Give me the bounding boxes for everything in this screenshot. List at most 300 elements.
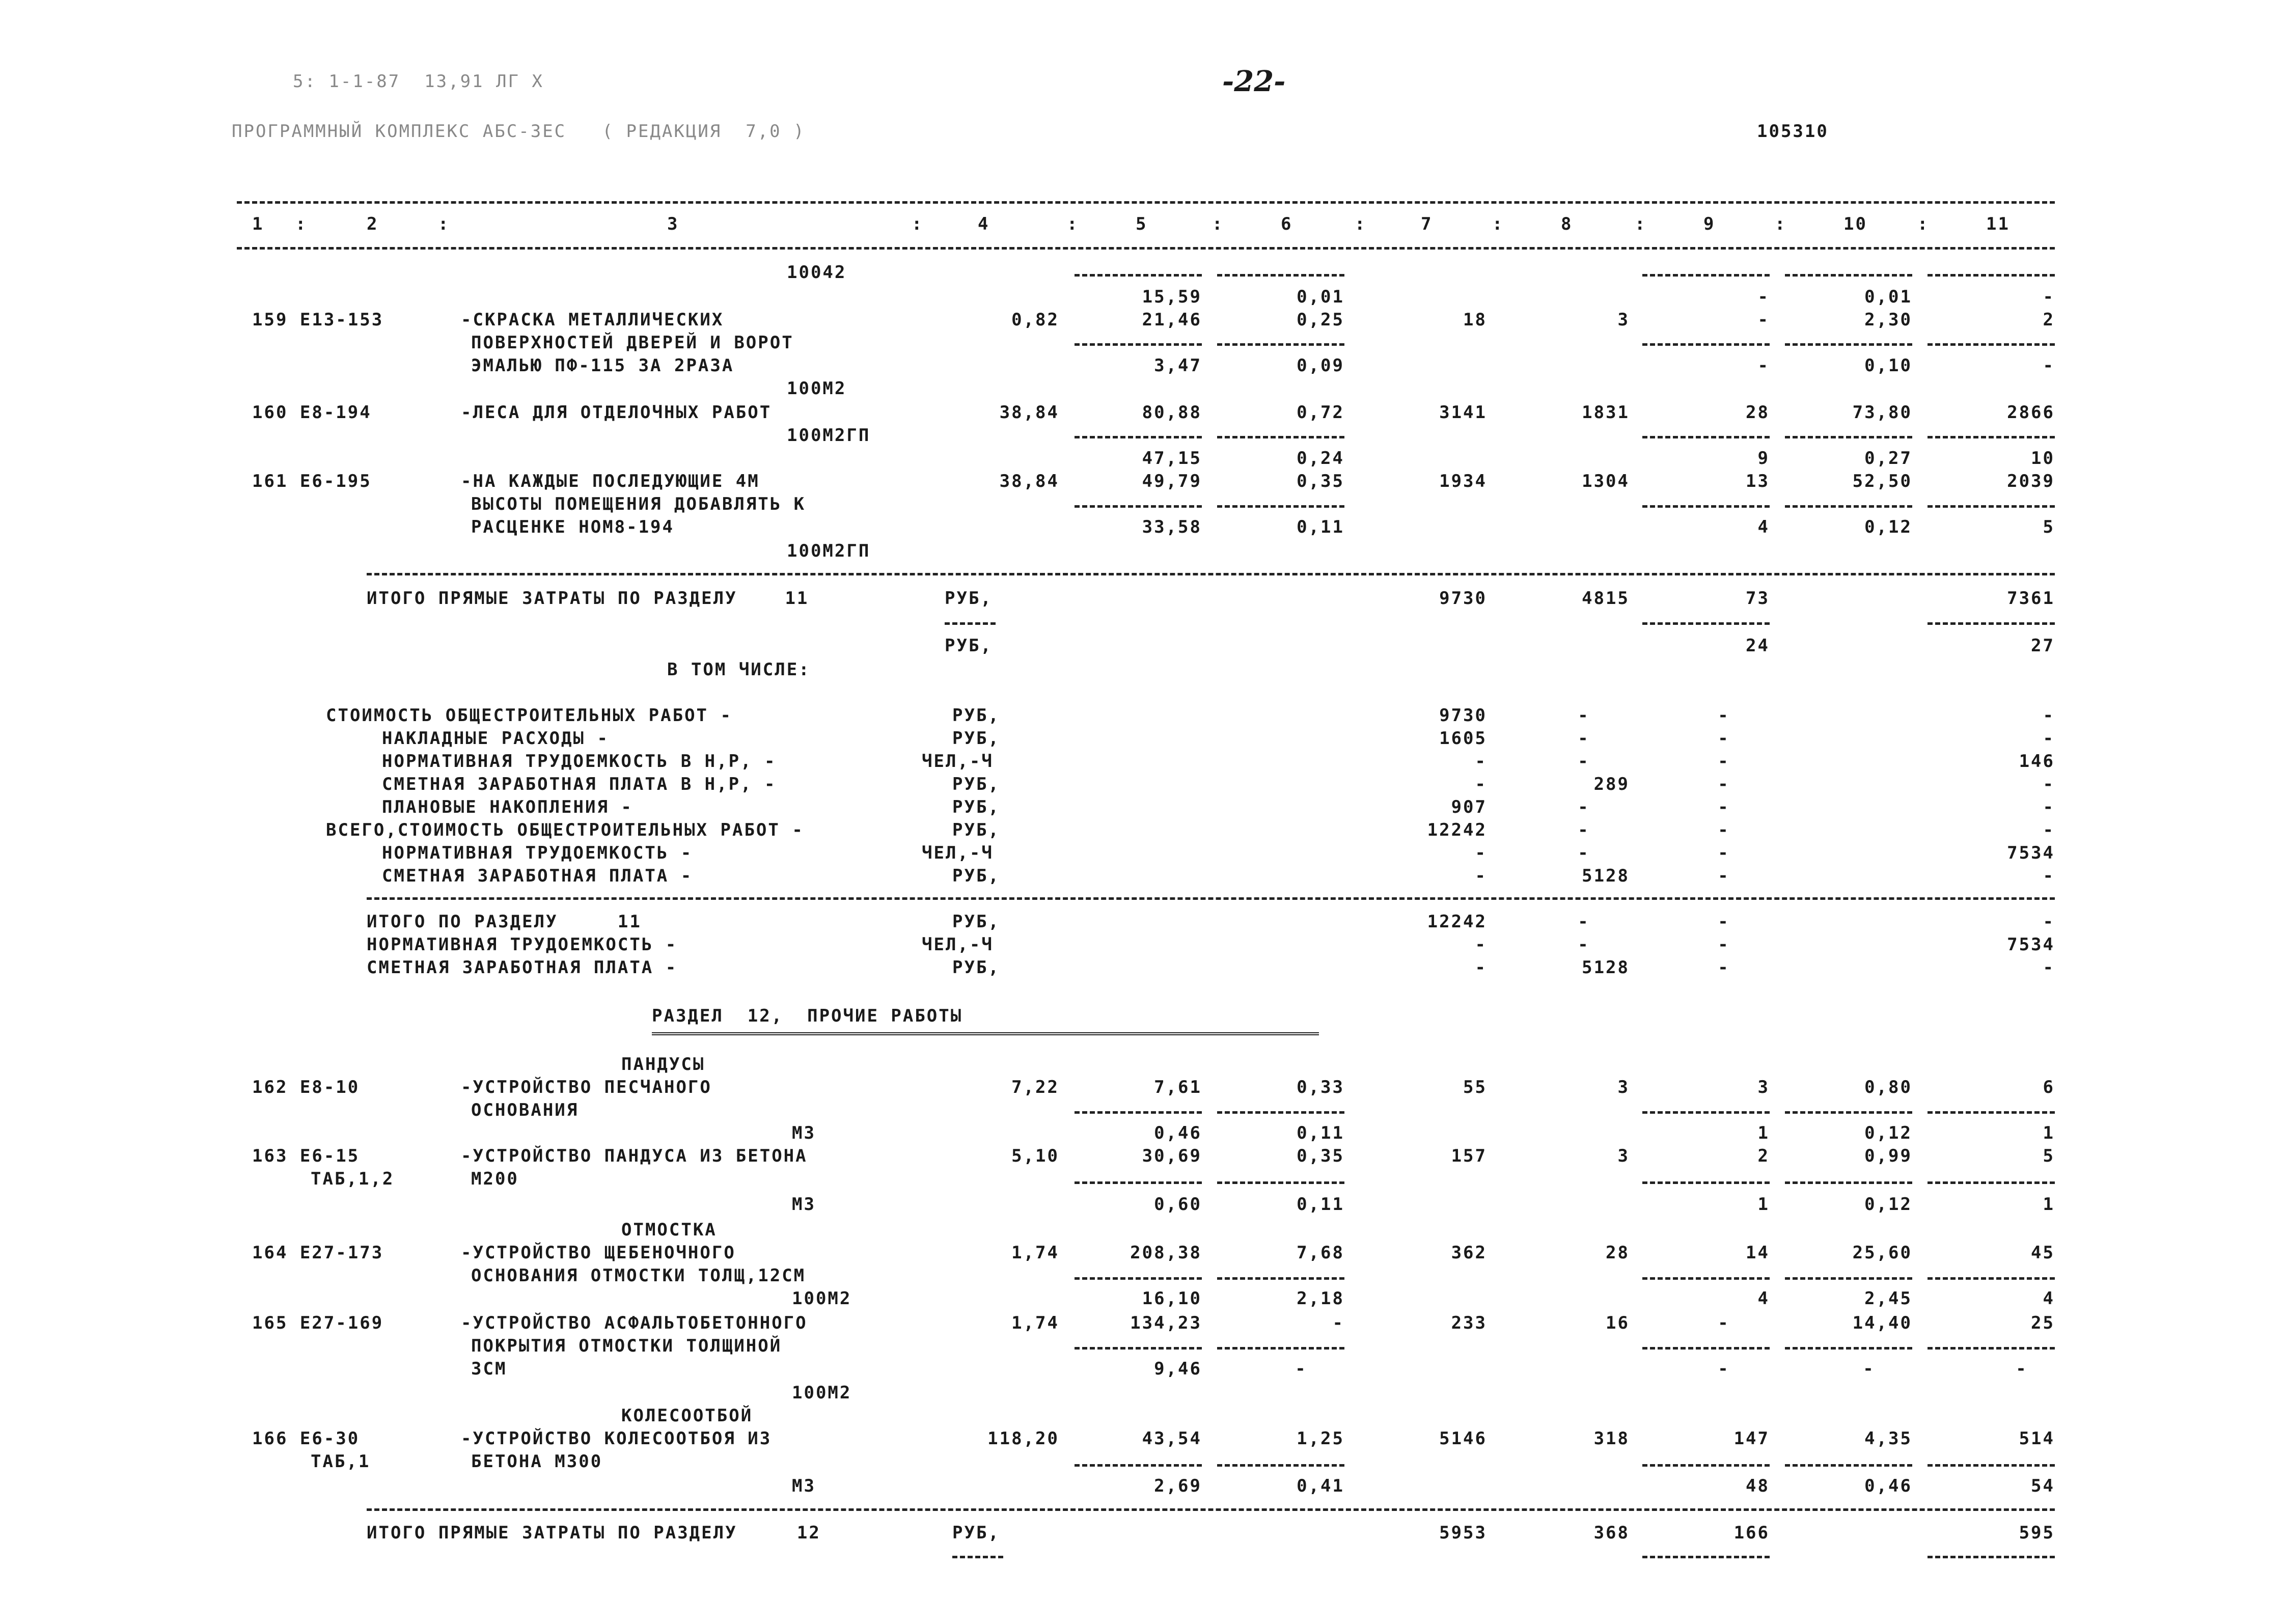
row-description: -УСТРОЙСТВО КОЛЕСООТБОЯ ИЗ: [461, 1428, 772, 1449]
row-number: 161 Е6-195: [252, 471, 372, 491]
cell-c6a: 0,24: [1297, 448, 1344, 469]
cell-c5c: 2,69: [1154, 1476, 1202, 1496]
subsection-title: ОТМОСТКА: [621, 1220, 717, 1240]
col-header-1: 1: [252, 214, 264, 234]
sub-rule: [1075, 505, 1202, 508]
cell-c5c: 3,47: [1154, 355, 1202, 376]
unit-label: РУБ,: [952, 705, 1000, 726]
cell-c5b: 208,38: [1130, 1243, 1202, 1263]
including-label: В ТОМ ЧИСЛЕ:: [667, 659, 811, 680]
row-description: М200: [471, 1169, 519, 1189]
sub-rule: [1642, 436, 1770, 438]
sub-rule: [1928, 1464, 2055, 1467]
cell-c6b: 0,72: [1297, 402, 1344, 423]
cell-c11: 595: [2019, 1523, 2055, 1543]
cell-c10b: 0,80: [1864, 1077, 1912, 1097]
cell-c11c: 54: [2031, 1476, 2055, 1496]
subsection-title: КОЛЕСООТБОЙ: [621, 1406, 753, 1426]
col-header-9: 9: [1703, 214, 1716, 234]
cell-c8: -: [1578, 820, 1590, 840]
cell-c8: 3: [1617, 1146, 1630, 1166]
sub-rule: [1075, 274, 1202, 277]
cell-c10b: 2,30: [1864, 310, 1912, 330]
cell-c11: 7361: [2007, 588, 2055, 609]
total-label: НОРМАТИВНАЯ ТРУДОЕМКОСТЬ -: [367, 934, 678, 955]
cell-c7: 907: [1451, 797, 1487, 817]
cell-c10b: 14,40: [1852, 1313, 1912, 1333]
cell-c7: 12242: [1427, 820, 1487, 840]
sub-rule: [1642, 1347, 1770, 1350]
cell-c5b: 30,69: [1142, 1146, 1202, 1166]
cell-c8: 3: [1617, 310, 1630, 330]
cell-c5b: 43,54: [1142, 1428, 1202, 1449]
cell-c4: 1,74: [1011, 1313, 1059, 1333]
cell-c7: 157: [1451, 1146, 1487, 1166]
breakdown-label: СТОИМОСТЬ ОБЩЕСТРОИТЕЛЬНЫХ РАБОТ -: [326, 705, 732, 726]
section-total-title: ИТОГО ПРЯМЫЕ ЗАТРАТЫ ПО РАЗДЕЛУ 11: [367, 588, 809, 609]
cell-c11a: 10: [2031, 448, 2055, 469]
unit-label: М3: [792, 1194, 816, 1215]
cell-c6b: 0,35: [1297, 471, 1344, 491]
cell-c11b: 2: [2043, 310, 2055, 330]
cell-c6b: -: [1332, 1313, 1344, 1333]
col-sep: :: [1917, 214, 1930, 234]
col-header-7: 7: [1421, 214, 1433, 234]
cell-c10c: 2,45: [1864, 1288, 1912, 1309]
cell-c5c: 0,46: [1154, 1123, 1202, 1143]
cell-c7: -: [1475, 774, 1487, 794]
cell-c11: -: [2043, 797, 2055, 817]
section-total-title: ИТОГО ПРЯМЫЕ ЗАТРАТЫ ПО РАЗДЕЛУ 12: [367, 1523, 821, 1543]
sub-rule: [1217, 436, 1344, 438]
cell-c7: 3141: [1439, 402, 1487, 423]
col-sep: :: [1212, 214, 1224, 234]
cell-c6b: 0,25: [1297, 310, 1344, 330]
cell-c4: 7,22: [1011, 1077, 1059, 1097]
row-description: -УСТРОЙСТВО ЩЕБЕНОЧНОГО: [461, 1243, 736, 1263]
row-number: 159 Е13-153: [252, 310, 384, 330]
header-rule-top: [237, 201, 2055, 204]
unit-label: РУБ,: [952, 866, 1000, 886]
section-12-title: РАЗДЕЛ 12, ПРОЧИЕ РАБОТЫ: [652, 1006, 963, 1026]
cell-c11: 7534: [2007, 934, 2055, 955]
cell-c5a: 47,15: [1142, 448, 1202, 469]
cell-c8: 1831: [1582, 402, 1630, 423]
sub-rule: [1928, 622, 2055, 625]
row-description: -НА КАЖДЫЕ ПОСЛЕДУЮЩИЕ 4М: [461, 471, 760, 491]
sub-rule: [1785, 436, 1912, 438]
cell-c10c: 0,10: [1864, 355, 1912, 376]
sub-rule: [1217, 1111, 1344, 1114]
cell-c7: -: [1475, 843, 1487, 863]
sub-rule: [1075, 1277, 1202, 1280]
cell-c9: -: [1718, 912, 1730, 932]
cell-c8: 318: [1593, 1428, 1630, 1449]
row-description: -ЛЕСА ДЛЯ ОТДЕЛОЧНЫХ РАБОТ: [461, 402, 772, 423]
cell-c9: -: [1718, 705, 1730, 726]
col-header-10: 10: [1843, 214, 1867, 234]
section-rule: [367, 573, 2055, 575]
unit-label: РУБ,: [952, 797, 1000, 817]
sub-rule: [1217, 1181, 1344, 1184]
cell-c9c: 1: [1757, 1123, 1770, 1143]
cell-c4: 5,10: [1011, 1146, 1059, 1166]
cell-c10b: 25,60: [1852, 1243, 1912, 1263]
cell-c9c: 4: [1757, 1288, 1770, 1309]
cell-c7: 9730: [1439, 705, 1487, 726]
sub-rule: [1785, 1464, 1912, 1467]
subsection-title: ПАНДУСЫ: [621, 1054, 705, 1075]
cell-c8: -: [1578, 797, 1590, 817]
section-title-underline: [652, 1032, 1319, 1035]
unit-label: 100М2: [792, 1383, 852, 1403]
unit-label: 100М2ГП: [787, 425, 871, 446]
cell-c8: 1304: [1582, 471, 1630, 491]
cell-c8: 5128: [1582, 866, 1630, 886]
cell-c9b: 3: [1757, 1077, 1770, 1097]
cell-c5c: 33,58: [1142, 517, 1202, 537]
cell-c9: -: [1718, 957, 1730, 978]
cell-c9b: 2: [1757, 1146, 1770, 1166]
cell-c7: 5953: [1439, 1523, 1487, 1543]
unit-label: РУБ,: [952, 957, 1000, 978]
cell-c11b: 514: [2019, 1428, 2055, 1449]
cell-c9: -: [1718, 866, 1730, 886]
cell-c8: -: [1578, 728, 1590, 749]
cell-c11a: -: [2043, 287, 2055, 307]
sub-rule: [1785, 1347, 1912, 1350]
cell-c5c: 16,10: [1142, 1288, 1202, 1309]
row-description: ОСНОВАНИЯ: [471, 1100, 579, 1120]
cell-c7: 9730: [1439, 588, 1487, 609]
cell-c11c: 4: [2043, 1288, 2055, 1309]
sub-rule: [1928, 1277, 2055, 1280]
cell-c10b: 0,99: [1864, 1146, 1912, 1166]
cell-c11b: 45: [2031, 1243, 2055, 1263]
sub-rule: [1785, 343, 1912, 346]
total-label: СМЕТНАЯ ЗАРАБОТНАЯ ПЛАТА -: [367, 957, 678, 978]
unit-label: 100М2: [787, 378, 847, 399]
cell-c7: 1605: [1439, 728, 1487, 749]
breakdown-label: НАКЛАДНЫЕ РАСХОДЫ -: [382, 728, 609, 749]
cell-c4: 38,84: [999, 402, 1059, 423]
cell-c5b: 21,46: [1142, 310, 1202, 330]
row-number-table: ТАБ,1,2: [311, 1169, 395, 1189]
sub-rule: [1075, 1347, 1202, 1350]
cell-c9c: -: [1718, 1359, 1730, 1379]
total-label: ИТОГО ПО РАЗДЕЛУ 11: [367, 912, 642, 932]
cell-c6c: 0,09: [1297, 355, 1344, 376]
cell-c11b: 2866: [2007, 402, 2055, 423]
sub-rule: [1642, 622, 1770, 625]
sub-rule: [1928, 1181, 2055, 1184]
cell-c5b: 49,79: [1142, 471, 1202, 491]
row-description: ПОКРЫТИЯ ОТМОСТКИ ТОЛЩИНОЙ: [471, 1336, 782, 1356]
cell-c6c: -: [1295, 1359, 1307, 1379]
cell-c8: -: [1578, 705, 1590, 726]
sub-rule: [1785, 1111, 1912, 1114]
code-line: 5: 1-1-87 13,91 ЛГ Х: [293, 71, 544, 92]
cell-c6c: 0,11: [1297, 517, 1344, 537]
cell-c9: -: [1718, 751, 1730, 772]
cell-c10a: 0,01: [1864, 287, 1912, 307]
cell-c8: 289: [1593, 774, 1630, 794]
cell-c6c: 0,41: [1297, 1476, 1344, 1496]
unit-label: РУБ,: [952, 912, 1000, 932]
cell-c11c: 1: [2043, 1123, 2055, 1143]
cell-c7: -: [1475, 957, 1487, 978]
cell-c10b: 52,50: [1852, 471, 1912, 491]
row-description: -УСТРОЙСТВО ПАНДУСА ИЗ БЕТОНА: [461, 1146, 808, 1166]
sub-rule: [1785, 1181, 1912, 1184]
cell-c11c: -: [2016, 1359, 2028, 1379]
sub-rule: [1928, 274, 2055, 277]
cell-c9: -: [1718, 797, 1730, 817]
header-rule-bottom: [237, 247, 2055, 250]
cell-c6c: 0,11: [1297, 1194, 1344, 1215]
sub-rule: [1642, 1277, 1770, 1280]
cell-c4: 118,20: [987, 1428, 1059, 1449]
cell-c9: 24: [1746, 636, 1770, 656]
col-header-2: 2: [367, 214, 379, 234]
breakdown-label: НОРМАТИВНАЯ ТРУДОЕМКОСТЬ В Н,Р, -: [382, 751, 777, 772]
row-number: 166 Е6-30: [252, 1428, 360, 1449]
cell-c5c: 9,46: [1154, 1359, 1202, 1379]
sub-rule: [1642, 274, 1770, 277]
row-number: 164 Е27-173: [252, 1243, 384, 1263]
cell-c7: 233: [1451, 1313, 1487, 1333]
cell-c11: 146: [2019, 751, 2055, 772]
row-description: ОСНОВАНИЯ ОТМОСТКИ ТОЛЩ,12СМ: [471, 1265, 806, 1286]
cell-c7: -: [1475, 751, 1487, 772]
cell-c11: -: [2043, 866, 2055, 886]
cell-c7: 5146: [1439, 1428, 1487, 1449]
cell-c11: -: [2043, 820, 2055, 840]
cell-c11c: 1: [2043, 1194, 2055, 1215]
program-line: ПРОГРАММНЫЙ КОМПЛЕКС АБС-3ЕС ( РЕДАКЦИЯ 7,0 ): [232, 121, 806, 142]
sub-rule: [1075, 1111, 1202, 1114]
cell-c9: -: [1718, 820, 1730, 840]
col-sep: :: [1635, 214, 1647, 234]
cell-c9: -: [1718, 774, 1730, 794]
sub-rule: [1928, 1347, 2055, 1350]
sub-rule: [1642, 1556, 1770, 1558]
unit-label: РУБ,: [945, 636, 993, 656]
sub-rule: [1217, 1277, 1344, 1280]
cell-c9b: -: [1718, 1313, 1730, 1333]
cell-c4: 38,84: [999, 471, 1059, 491]
cell-c6b: 7,68: [1297, 1243, 1344, 1263]
cell-c6b: 0,35: [1297, 1146, 1344, 1166]
sub-rule: [1642, 505, 1770, 508]
cell-c8: 368: [1593, 1523, 1630, 1543]
sub-rule: [1075, 1464, 1202, 1467]
col-header-6: 6: [1281, 214, 1293, 234]
breakdown-label: СМЕТНАЯ ЗАРАБОТНАЯ ПЛАТА В Н,Р, -: [382, 774, 777, 794]
unit-label: РУБ,: [952, 774, 1000, 794]
cell-c9: 166: [1733, 1523, 1770, 1543]
cell-c7: 1934: [1439, 471, 1487, 491]
cell-c11: 27: [2031, 636, 2055, 656]
sub-rule: [1075, 343, 1202, 346]
cell-c10a: 0,27: [1864, 448, 1912, 469]
sub-rule: [952, 1556, 1003, 1558]
cell-c11: -: [2043, 912, 2055, 932]
col-sep: :: [1492, 214, 1504, 234]
cell-c8: -: [1578, 912, 1590, 932]
unit-label: ЧЕЛ,-Ч: [922, 934, 994, 955]
sub-rule: [1642, 1464, 1770, 1467]
row-description: -СКРАСКА МЕТАЛЛИЧЕСКИХ: [461, 310, 724, 330]
col-sep: :: [1355, 214, 1367, 234]
page-number: -22-: [1222, 65, 1286, 98]
cell-c8: -: [1578, 751, 1590, 772]
col-sep: :: [438, 214, 450, 234]
sub-rule: [1217, 274, 1344, 277]
unit-label: РУБ,: [952, 820, 1000, 840]
breakdown-label: СМЕТНАЯ ЗАРАБОТНАЯ ПЛАТА -: [382, 866, 693, 886]
unit-label: 100М2: [792, 1288, 852, 1309]
cell-c10b: 4,35: [1864, 1428, 1912, 1449]
cell-c11b: 25: [2031, 1313, 2055, 1333]
cell-c6b: 0,33: [1297, 1077, 1344, 1097]
breakdown-label: ВСЕГО,СТОИМОСТЬ ОБЩЕСТРОИТЕЛЬНЫХ РАБОТ -: [326, 820, 804, 840]
cell-c7: -: [1475, 866, 1487, 886]
cell-c9b: 14: [1746, 1243, 1770, 1263]
col-header-3: 3: [667, 214, 679, 234]
cell-c7: 55: [1463, 1077, 1487, 1097]
sub-rule: [945, 622, 996, 625]
row-number: 160 Е8-194: [252, 402, 372, 423]
cell-c4: 0,82: [1011, 310, 1059, 330]
cell-c11: -: [2043, 728, 2055, 749]
cell-c11b: 5: [2043, 1146, 2055, 1166]
breakdown-label: НОРМАТИВНАЯ ТРУДОЕМКОСТЬ -: [382, 843, 693, 863]
unit-label: РУБ,: [952, 1523, 1000, 1543]
col-header-4: 4: [978, 214, 990, 234]
cell-c11b: 6: [2043, 1077, 2055, 1097]
sub-rule: [1928, 1556, 2055, 1558]
cell-c8: -: [1578, 843, 1590, 863]
cell-c9c: 4: [1757, 517, 1770, 537]
sub-rule: [1928, 343, 2055, 346]
cell-c8: 3: [1617, 1077, 1630, 1097]
unit-label: М3: [792, 1476, 816, 1496]
cell-c7: 12242: [1427, 912, 1487, 932]
cell-c9: -: [1718, 728, 1730, 749]
cell-c8: 28: [1606, 1243, 1630, 1263]
cell-c6b: 1,25: [1297, 1428, 1344, 1449]
row-description: ЭМАЛЬЮ ПФ-115 ЗА 2РАЗА: [471, 355, 734, 376]
sub-rule: [1217, 505, 1344, 508]
unit-label: РУБ,: [945, 588, 993, 609]
col-header-11: 11: [1986, 214, 2010, 234]
cell-c9b: 147: [1733, 1428, 1770, 1449]
doc-number: 105310: [1757, 121, 1829, 142]
sub-rule: [1217, 343, 1344, 346]
section-rule: [367, 897, 2055, 900]
sub-rule: [1785, 1277, 1912, 1280]
unit-label: 10042: [787, 262, 847, 283]
cell-c9a: -: [1757, 287, 1770, 307]
unit-label: ЧЕЛ,-Ч: [922, 751, 994, 772]
cell-c9c: 48: [1746, 1476, 1770, 1496]
unit-label: 100М2ГП: [787, 541, 871, 561]
cell-c11: -: [2043, 774, 2055, 794]
unit-label: РУБ,: [952, 728, 1000, 749]
row-description: -УСТРОЙСТВО АСФАЛЬТОБЕТОННОГО: [461, 1313, 808, 1333]
cell-c9b: 28: [1746, 402, 1770, 423]
sub-rule: [1785, 274, 1912, 277]
cell-c4: 1,74: [1011, 1243, 1059, 1263]
cell-c9: -: [1718, 934, 1730, 955]
row-number: 165 Е27-169: [252, 1313, 384, 1333]
cell-c5a: 15,59: [1142, 287, 1202, 307]
sub-rule: [1642, 343, 1770, 346]
cell-c10b: 73,80: [1852, 402, 1912, 423]
cell-c9b: -: [1757, 310, 1770, 330]
unit-label: ЧЕЛ,-Ч: [922, 843, 994, 863]
sub-rule: [1928, 436, 2055, 438]
cell-c11c: 5: [2043, 517, 2055, 537]
section-rule: [367, 1508, 2055, 1511]
sub-rule: [1642, 1181, 1770, 1184]
sub-rule: [1928, 1111, 2055, 1114]
col-sep: :: [1067, 214, 1079, 234]
row-description: ПОВЕРХНОСТЕЙ ДВЕРЕЙ И ВОРОТ: [471, 333, 794, 353]
cell-c8: 4815: [1582, 588, 1630, 609]
cell-c10c: 0,12: [1864, 517, 1912, 537]
cell-c10c: 0,12: [1864, 1123, 1912, 1143]
row-description: БЕТОНА М300: [471, 1451, 603, 1472]
sub-rule: [1217, 1464, 1344, 1467]
cell-c6a: 0,01: [1297, 287, 1344, 307]
col-sep: :: [295, 214, 308, 234]
row-description: ВЫСОТЫ ПОМЕЩЕНИЯ ДОБАВЛЯТЬ К: [471, 494, 806, 514]
row-description: -УСТРОЙСТВО ПЕСЧАНОГО: [461, 1077, 712, 1097]
sub-rule: [1075, 1181, 1202, 1184]
row-number-table: ТАБ,1: [311, 1451, 371, 1472]
cell-c8: -: [1578, 934, 1590, 955]
sub-rule: [1928, 505, 2055, 508]
cell-c8: 5128: [1582, 957, 1630, 978]
col-sep: :: [1775, 214, 1787, 234]
sub-rule: [1642, 1111, 1770, 1114]
row-number: 163 Е6-15: [252, 1146, 360, 1166]
cell-c10c: -: [1863, 1359, 1875, 1379]
cell-c10c: 0,46: [1864, 1476, 1912, 1496]
cell-c11: -: [2043, 957, 2055, 978]
cell-c9a: 9: [1757, 448, 1770, 469]
cell-c7: 362: [1451, 1243, 1487, 1263]
sub-rule: [1217, 1347, 1344, 1350]
col-sep: :: [912, 214, 924, 234]
cell-c9c: 1: [1757, 1194, 1770, 1215]
cell-c11: 7534: [2007, 843, 2055, 863]
cell-c10c: 0,12: [1864, 1194, 1912, 1215]
cell-c8: 16: [1606, 1313, 1630, 1333]
cell-c9c: -: [1757, 355, 1770, 376]
cell-c9: 73: [1746, 588, 1770, 609]
breakdown-label: ПЛАНОВЫЕ НАКОПЛЕНИЯ -: [382, 797, 633, 817]
col-header-8: 8: [1561, 214, 1573, 234]
cell-c5b: 134,23: [1130, 1313, 1202, 1333]
row-description: РАСЦЕНКЕ НОМ8-194: [471, 517, 674, 537]
unit-label: М3: [792, 1123, 816, 1143]
sub-rule: [1075, 436, 1202, 438]
cell-c9b: 13: [1746, 471, 1770, 491]
row-number: 162 Е8-10: [252, 1077, 360, 1097]
